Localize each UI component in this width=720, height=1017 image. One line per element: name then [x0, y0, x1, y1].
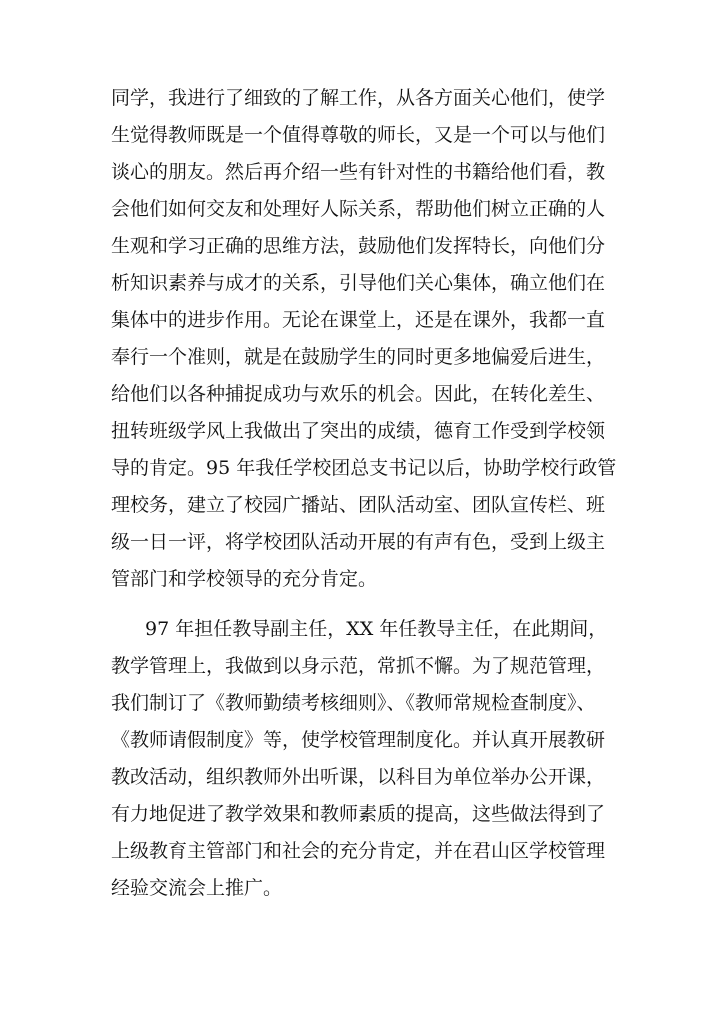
paragraph-line: 教学管理上，我做到以身示范，常抓不懈。为了规范管理， [111, 655, 606, 677]
paragraph-line: 谈心的朋友。然后再介绍一些有针对性的书籍给他们看，教 [111, 161, 606, 183]
paragraph-line: 同学，我进行了细致的了解工作，从各方面关心他们，使学 [111, 87, 606, 109]
paragraph-line: 97 年担任教导副主任，XX 年任教导主任，在此期间， [145, 618, 608, 640]
paragraph-line: 上级教育主管部门和社会的充分肯定，并在君山区学校管理 [111, 840, 606, 862]
paragraph-line: 我们制订了《教师勤绩考核细则》、《教师常规检查制度》、 [111, 692, 596, 714]
paragraph-line: 导的肯定。95 年我任学校团总支书记以后，协助学校行政管 [111, 457, 617, 479]
paragraph-line: 《教师请假制度》等，使学校管理制度化。并认真开展教研 [111, 729, 606, 751]
paragraph-line: 析知识素养与成才的关系，引导他们关心集体，确立他们在 [111, 272, 606, 294]
paragraph-line: 扭转班级学风上我做出了突出的成绩，德育工作受到学校领 [111, 420, 606, 442]
paragraph-line: 集体中的进步作用。无论在课堂上，还是在课外，我都一直 [111, 309, 606, 331]
paragraph-line: 管部门和学校领导的充分肯定。 [111, 568, 378, 590]
paragraph-line: 会他们如何交友和处理好人际关系，帮助他们树立正确的人 [111, 198, 606, 220]
paragraph-line: 奉行一个准则，就是在鼓励学生的同时更多地偏爱后进生， [111, 346, 606, 368]
paragraph-line: 生观和学习正确的思维方法，鼓励他们发挥特长，向他们分 [111, 235, 606, 257]
paragraph-line: 经验交流会上推广。 [111, 877, 283, 899]
paragraph-line: 教改活动，组织教师外出听课，以科目为单位举办公开课， [111, 766, 606, 788]
paragraph-line: 有力地促进了教学效果和教师素质的提高，这些做法得到了 [111, 803, 606, 825]
paragraph-line: 理校务，建立了校园广播站、团队活动室、团队宣传栏、班 [111, 494, 606, 516]
paragraph-line: 生觉得教师既是一个值得尊敬的师长，又是一个可以与他们 [111, 124, 606, 146]
paragraph-line: 级一日一评，将学校团队活动开展的有声有色，受到上级主 [111, 531, 606, 553]
paragraph-line: 给他们以各种捕捉成功与欢乐的机会。因此，在转化差生、 [111, 383, 606, 405]
